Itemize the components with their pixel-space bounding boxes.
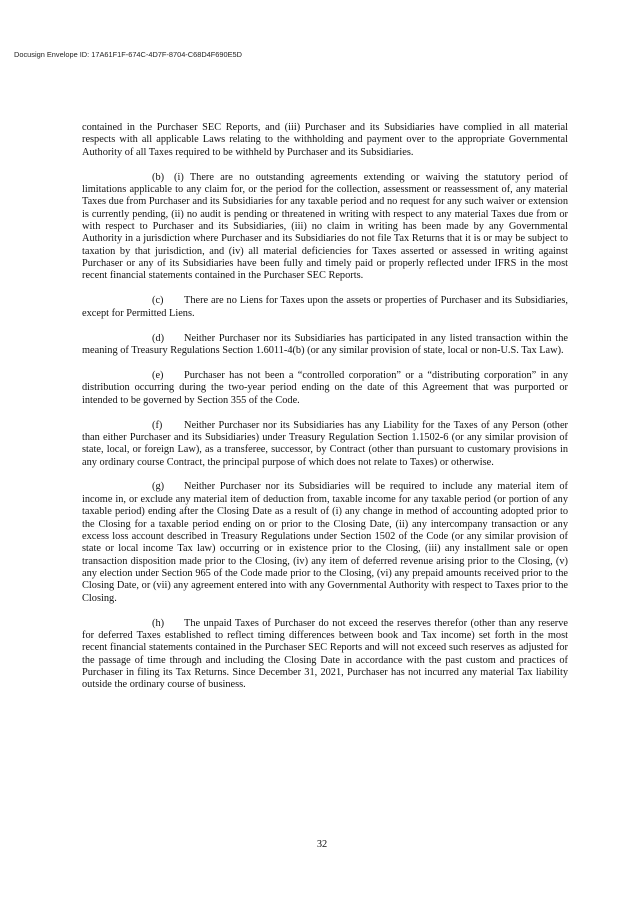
paragraph-text: There are no Liens for Taxes upon the assets or properties of Purchaser and its Subsidiaries, except for Permitted Liens. [82, 295, 568, 319]
paragraph-text: Neither Purchaser nor its Subsidiaries has participated in any listed transaction within the meaning of Treasury Regulations Section 1.6011-4(b) (or any similar provision of state, local or non-U.S. Tax Law). [82, 332, 568, 356]
paragraph-c [82, 295, 568, 320]
paragraph-g [82, 481, 568, 604]
document-body [82, 122, 568, 704]
paragraph-text: Purchaser has not been a “controlled corporation” or a “distributing corporation” in any distribution occurring during the two-year period ending on the date of this Agreement that was purported or intended to be governed by Section 355 of the Code. [82, 369, 568, 406]
paragraph-h [82, 618, 568, 692]
paragraph-b [82, 172, 568, 283]
paragraph-label: (d) [152, 332, 165, 344]
paragraph-label: (b) [152, 171, 165, 183]
paragraph-continuation [82, 122, 568, 159]
paragraph-e [82, 370, 568, 407]
paragraph-text: Neither Purchaser nor its Subsidiaries will be required to include any material item of income in, or exclude any material item of deduction from, taxable income for any taxable period (or portion of any taxable period) ending after the Closing Date as a result of (i) any change in method of accounting adopted prior to the Closing for a taxable period ending on or prior to the Closing Date, (ii) any intercompany transaction or any excess loss account described in Treasury Regulations under Section 1502 of the Code (or any similar provision of state or local income Tax law) occurring or in existence prior to the Closing, (iii) any installment sale or open transaction disposition made prior to the Closing, (iv) any item of deferred revenue arising prior to the Closing, (v) any election under Section 965 of the Code made prior to the Closing, (vi) any prepaid amounts received prior to the Closing Date, or (vii) any agreement entered into with any Governmental Authority with respect to Taxes prior to the Closing. [82, 481, 568, 604]
paragraph-label: (e) [152, 369, 164, 381]
paragraph-label: (h) [152, 617, 165, 629]
paragraph-label: (g) [152, 481, 165, 493]
paragraph-label: (c) [152, 295, 164, 307]
page-number: 32 [316, 839, 328, 850]
paragraph-label: (f) [152, 419, 163, 431]
paragraph-f [82, 420, 568, 469]
paragraph-d [82, 333, 568, 358]
paragraph-text: The unpaid Taxes of Purchaser do not exceed the reserves therefor (other than any reserve for deferred Taxes established to reflect timing differences between book and Tax income) set forth in the most recent financial statements contained in the Purchaser SEC Reports and will not exceed such reserves as adjusted for the passage of time through and including the Closing Date in accordance with the past custom and practices of Purchaser in filing its Tax Returns. Since December 31, 2021, Purchaser has not incurred any material Tax liability outside the ordinary course of business. [82, 617, 568, 691]
paragraph-text: contained in the Purchaser SEC Reports, and (iii) Purchaser and its Subsidiaries have complied in all material respects with all applicable Laws relating to the withholding and payment over to the appropriate Governmental Authority of all Taxes required to be withheld by Purchaser and its Subsidiaries. [82, 122, 568, 158]
docusign-envelope-id: Docusign Envelope ID: 17A61F1F-674C-4D7F-8704-C68D4F690E5D [14, 50, 242, 59]
paragraph-text: (i) There are no outstanding agreements extending or waiving the statutory period of limitations applicable to any claim for, or the period for the collection, assessment or reassessment of, any material Taxes due from Purchaser and its Subsidiaries for any taxable period and no request for any such waiver or extension is currently pending, (ii) no audit is pending or threatened in writing with respect to any material Taxes due from or with respect to Purchaser and its Subsidiaries, (iii) no claim in writing has been made by any Governmental Authority in a jurisdiction where Purchaser and its Subsidiaries do not file Tax Returns that it is or may be subject to taxation by that jurisdiction, and (iv) all material deficiencies for Taxes asserted or assessed in writing against Purchaser or any of its Subsidiaries have been fully and timely paid or properly reflected under IFRS in the most recent financial statements contained in the Purchaser SEC Reports. [82, 171, 568, 282]
paragraph-text: Neither Purchaser nor its Subsidiaries has any Liability for the Taxes of any Person (other than either Purchaser and its Subsidiaries) under Treasury Regulation Section 1.1502-6 (or any similar provision of state, local, or foreign Law), as a transferee, successor, by Contract (other than pursuant to customary provisions in any ordinary course Contract, the principal purpose of which does not relate to Taxes) or otherwise. [82, 419, 568, 468]
